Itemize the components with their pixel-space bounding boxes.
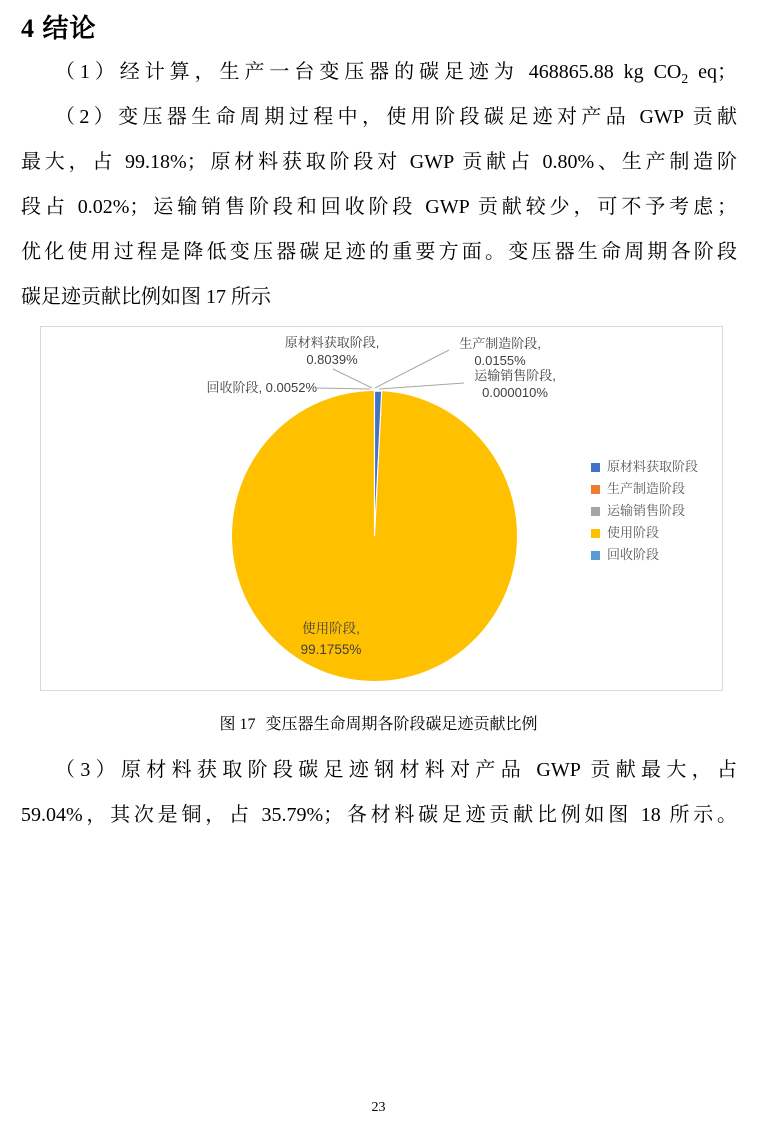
leader-line-raw-material bbox=[333, 369, 372, 388]
legend-label-manufacturing: 生产制造阶段 bbox=[607, 481, 686, 496]
legend-swatch-transport-icon bbox=[591, 507, 600, 516]
callout-raw-material-name: 原材料获取阶段, bbox=[284, 335, 380, 350]
chart-legend bbox=[591, 456, 698, 566]
callout-manufacturing-name: 生产制造阶段, bbox=[459, 336, 541, 351]
legend-item-raw-material bbox=[591, 456, 698, 478]
callout-raw-material-stage bbox=[262, 334, 402, 368]
legend-item-recycle bbox=[591, 544, 698, 566]
legend-swatch-rect bbox=[591, 485, 600, 494]
pie-label-use-name: 使用阶段, bbox=[302, 621, 360, 636]
paragraph-2-line-5: 碳足迹贡献比例如图 17 所示 bbox=[21, 286, 271, 308]
legend-item-use bbox=[591, 522, 698, 544]
paragraph-2-line-1: （2）变压器生命周期过程中，使用阶段碳足迹对产品 GWP 贡献 bbox=[55, 106, 737, 128]
figure-caption-title: 变压器生命周期各阶段碳足迹贡献比例 bbox=[265, 716, 538, 733]
legend-label-transport: 运输销售阶段 bbox=[607, 503, 686, 518]
legend-swatch-rect bbox=[591, 507, 600, 516]
legend-swatch-raw-material-icon bbox=[591, 463, 600, 472]
legend-item-manufacturing bbox=[591, 478, 698, 500]
legend-label-raw-material: 原材料获取阶段 bbox=[607, 459, 699, 474]
paragraph-1-text: （1）经计算，生产一台变压器的碳足迹为 468865.88 kg CO bbox=[55, 61, 682, 83]
leader-line-recycle bbox=[317, 388, 370, 389]
legend-swatch-recycle-icon bbox=[591, 551, 600, 560]
paragraph-3-line-1: （3）原材料获取阶段碳足迹钢材料对产品 GWP 贡献最大，占 bbox=[55, 759, 737, 781]
callout-raw-material-value: 0.8039% bbox=[306, 352, 358, 367]
legend-label-use: 使用阶段 bbox=[607, 525, 660, 540]
figure-caption bbox=[0, 712, 757, 738]
legend-label-recycle: 回收阶段 bbox=[607, 547, 660, 562]
callout-transport-value: 0.000010% bbox=[482, 385, 548, 400]
paragraph-1-line bbox=[21, 59, 737, 85]
legend-swatch-rect bbox=[591, 463, 600, 472]
legend-swatch-manufacturing-icon bbox=[591, 485, 600, 494]
pie-chart-figure bbox=[40, 326, 723, 691]
paragraph-2-line-4: 优化使用过程是降低变压器碳足迹的重要方面。变压器生命周期各阶段 bbox=[21, 241, 737, 263]
paragraph-1-text-after: eq； bbox=[688, 61, 737, 83]
legend-item-transport bbox=[591, 500, 698, 522]
paragraph-2-line-2: 最大，占 99.18%；原材料获取阶段对 GWP 贡献占 0.80%、生产制造阶 bbox=[21, 151, 737, 173]
legend-swatch-use-icon bbox=[591, 529, 600, 538]
legend-swatch-rect bbox=[591, 529, 600, 538]
callout-transport-name: 运输销售阶段, bbox=[474, 368, 556, 383]
section-heading: 4 结论 bbox=[21, 14, 97, 43]
callout-manufacturing-stage bbox=[430, 335, 570, 369]
callout-manufacturing-value: 0.0155% bbox=[474, 353, 526, 368]
paragraph-2-line-3: 段占 0.02%；运输销售阶段和回收阶段 GWP 贡献较少，可不予考虑； bbox=[21, 196, 737, 218]
figure-caption-number: 图 17 bbox=[219, 716, 256, 733]
paragraph-3-line-2: 59.04%，其次是铜，占 35.79%；各材料碳足迹贡献比例如图 18 所示。 bbox=[21, 804, 737, 826]
callout-recycle-stage: 回收阶段, 0.0052% bbox=[206, 380, 317, 395]
pie-label-use-value: 99.1755% bbox=[300, 642, 362, 657]
callout-transport-stage bbox=[445, 367, 585, 401]
legend-swatch-rect bbox=[591, 551, 600, 560]
co2-subscript: 2 bbox=[681, 71, 689, 86]
pie-label-use-stage bbox=[261, 618, 401, 660]
page-number: 23 bbox=[371, 1100, 386, 1115]
